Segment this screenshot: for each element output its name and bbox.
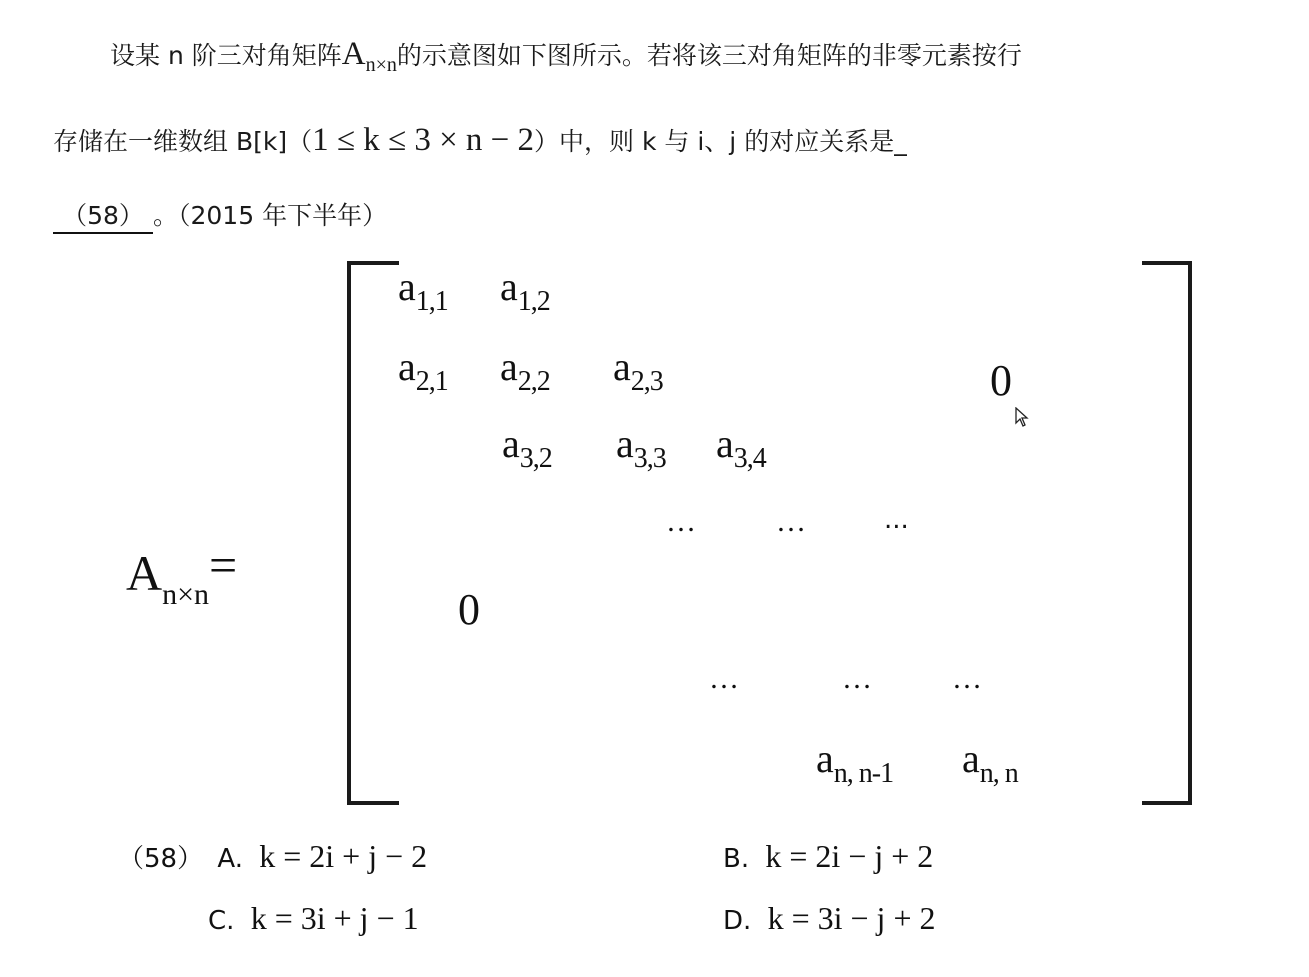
matrix-left-bracket <box>347 261 399 805</box>
matrix-subscript: n×n <box>365 54 397 76</box>
matrix-entry: $a_{3,2}$ <box>502 421 552 474</box>
matrix-entry: $a_{1,2}$ <box>500 264 550 317</box>
matrix-entry: $a_{2,3}$ <box>613 344 663 397</box>
option-label: D. <box>723 906 752 936</box>
matrix-right-bracket <box>1142 261 1192 805</box>
matrix-subscript: n×n <box>162 578 210 611</box>
question-line-2 <box>53 122 907 159</box>
matrix-ellipsis: … <box>842 662 874 695</box>
option-C[interactable] <box>208 900 419 937</box>
mouse-cursor-icon <box>1015 407 1031 429</box>
answer-blank: （58） <box>53 196 153 234</box>
matrix-entry: $a_{3,3}$ <box>616 421 666 474</box>
equals-sign: = <box>209 537 238 593</box>
matrix-ellipsis: … <box>666 505 698 538</box>
option-label: B. <box>723 844 750 874</box>
option-formula: k = 3i + j − 1 <box>250 900 419 936</box>
matrix-zero-upper: 0 <box>990 356 1012 405</box>
option-A[interactable] <box>118 838 427 875</box>
matrix-entry: $a_{n, n-1}$ <box>816 736 894 789</box>
matrix-ellipsis: … <box>952 662 984 695</box>
option-formula: k = 3i − j + 2 <box>767 900 936 936</box>
question-text: ）中，则 k 与 i、j 的对应关系是_ <box>534 127 907 156</box>
question-source: 。（2015 年下半年） <box>153 201 388 230</box>
index-range: 1 ≤ k ≤ 3 × n − 2 <box>312 122 535 158</box>
question-line-1 <box>110 36 1022 77</box>
option-formula: k = 2i + j − 2 <box>259 838 428 874</box>
question-text: 存储在一维数组 B[k]（ <box>53 127 313 156</box>
option-label: A. <box>217 844 243 874</box>
option-D[interactable] <box>723 900 935 937</box>
matrix-ellipsis: ... <box>884 505 909 535</box>
matrix-zero-lower: 0 <box>458 585 480 634</box>
matrix-ellipsis: … <box>709 662 741 695</box>
question-text: 的示意图如下图所示。若将该三对角矩阵的非零元素按行 <box>396 41 1022 70</box>
question-line-3 <box>53 196 387 234</box>
matrix-entry: $a_{2,1}$ <box>398 344 448 397</box>
matrix-entry: $a_{1,1}$ <box>398 264 448 317</box>
option-B[interactable] <box>723 838 933 875</box>
matrix-lhs <box>126 537 238 612</box>
matrix-symbol: A <box>341 36 366 72</box>
matrix-entry: $a_{2,2}$ <box>500 344 550 397</box>
matrix-entry: $a_{n, n}$ <box>962 736 1018 789</box>
question-number: （58） <box>118 844 204 874</box>
option-label: C. <box>208 906 235 936</box>
option-formula: k = 2i − j + 2 <box>765 838 934 874</box>
matrix-ellipsis: … <box>776 505 808 538</box>
matrix-entry: $a_{3,4}$ <box>716 421 766 474</box>
matrix-symbol: A <box>126 545 163 601</box>
question-text: 设某 n 阶三对角矩阵 <box>110 41 342 70</box>
